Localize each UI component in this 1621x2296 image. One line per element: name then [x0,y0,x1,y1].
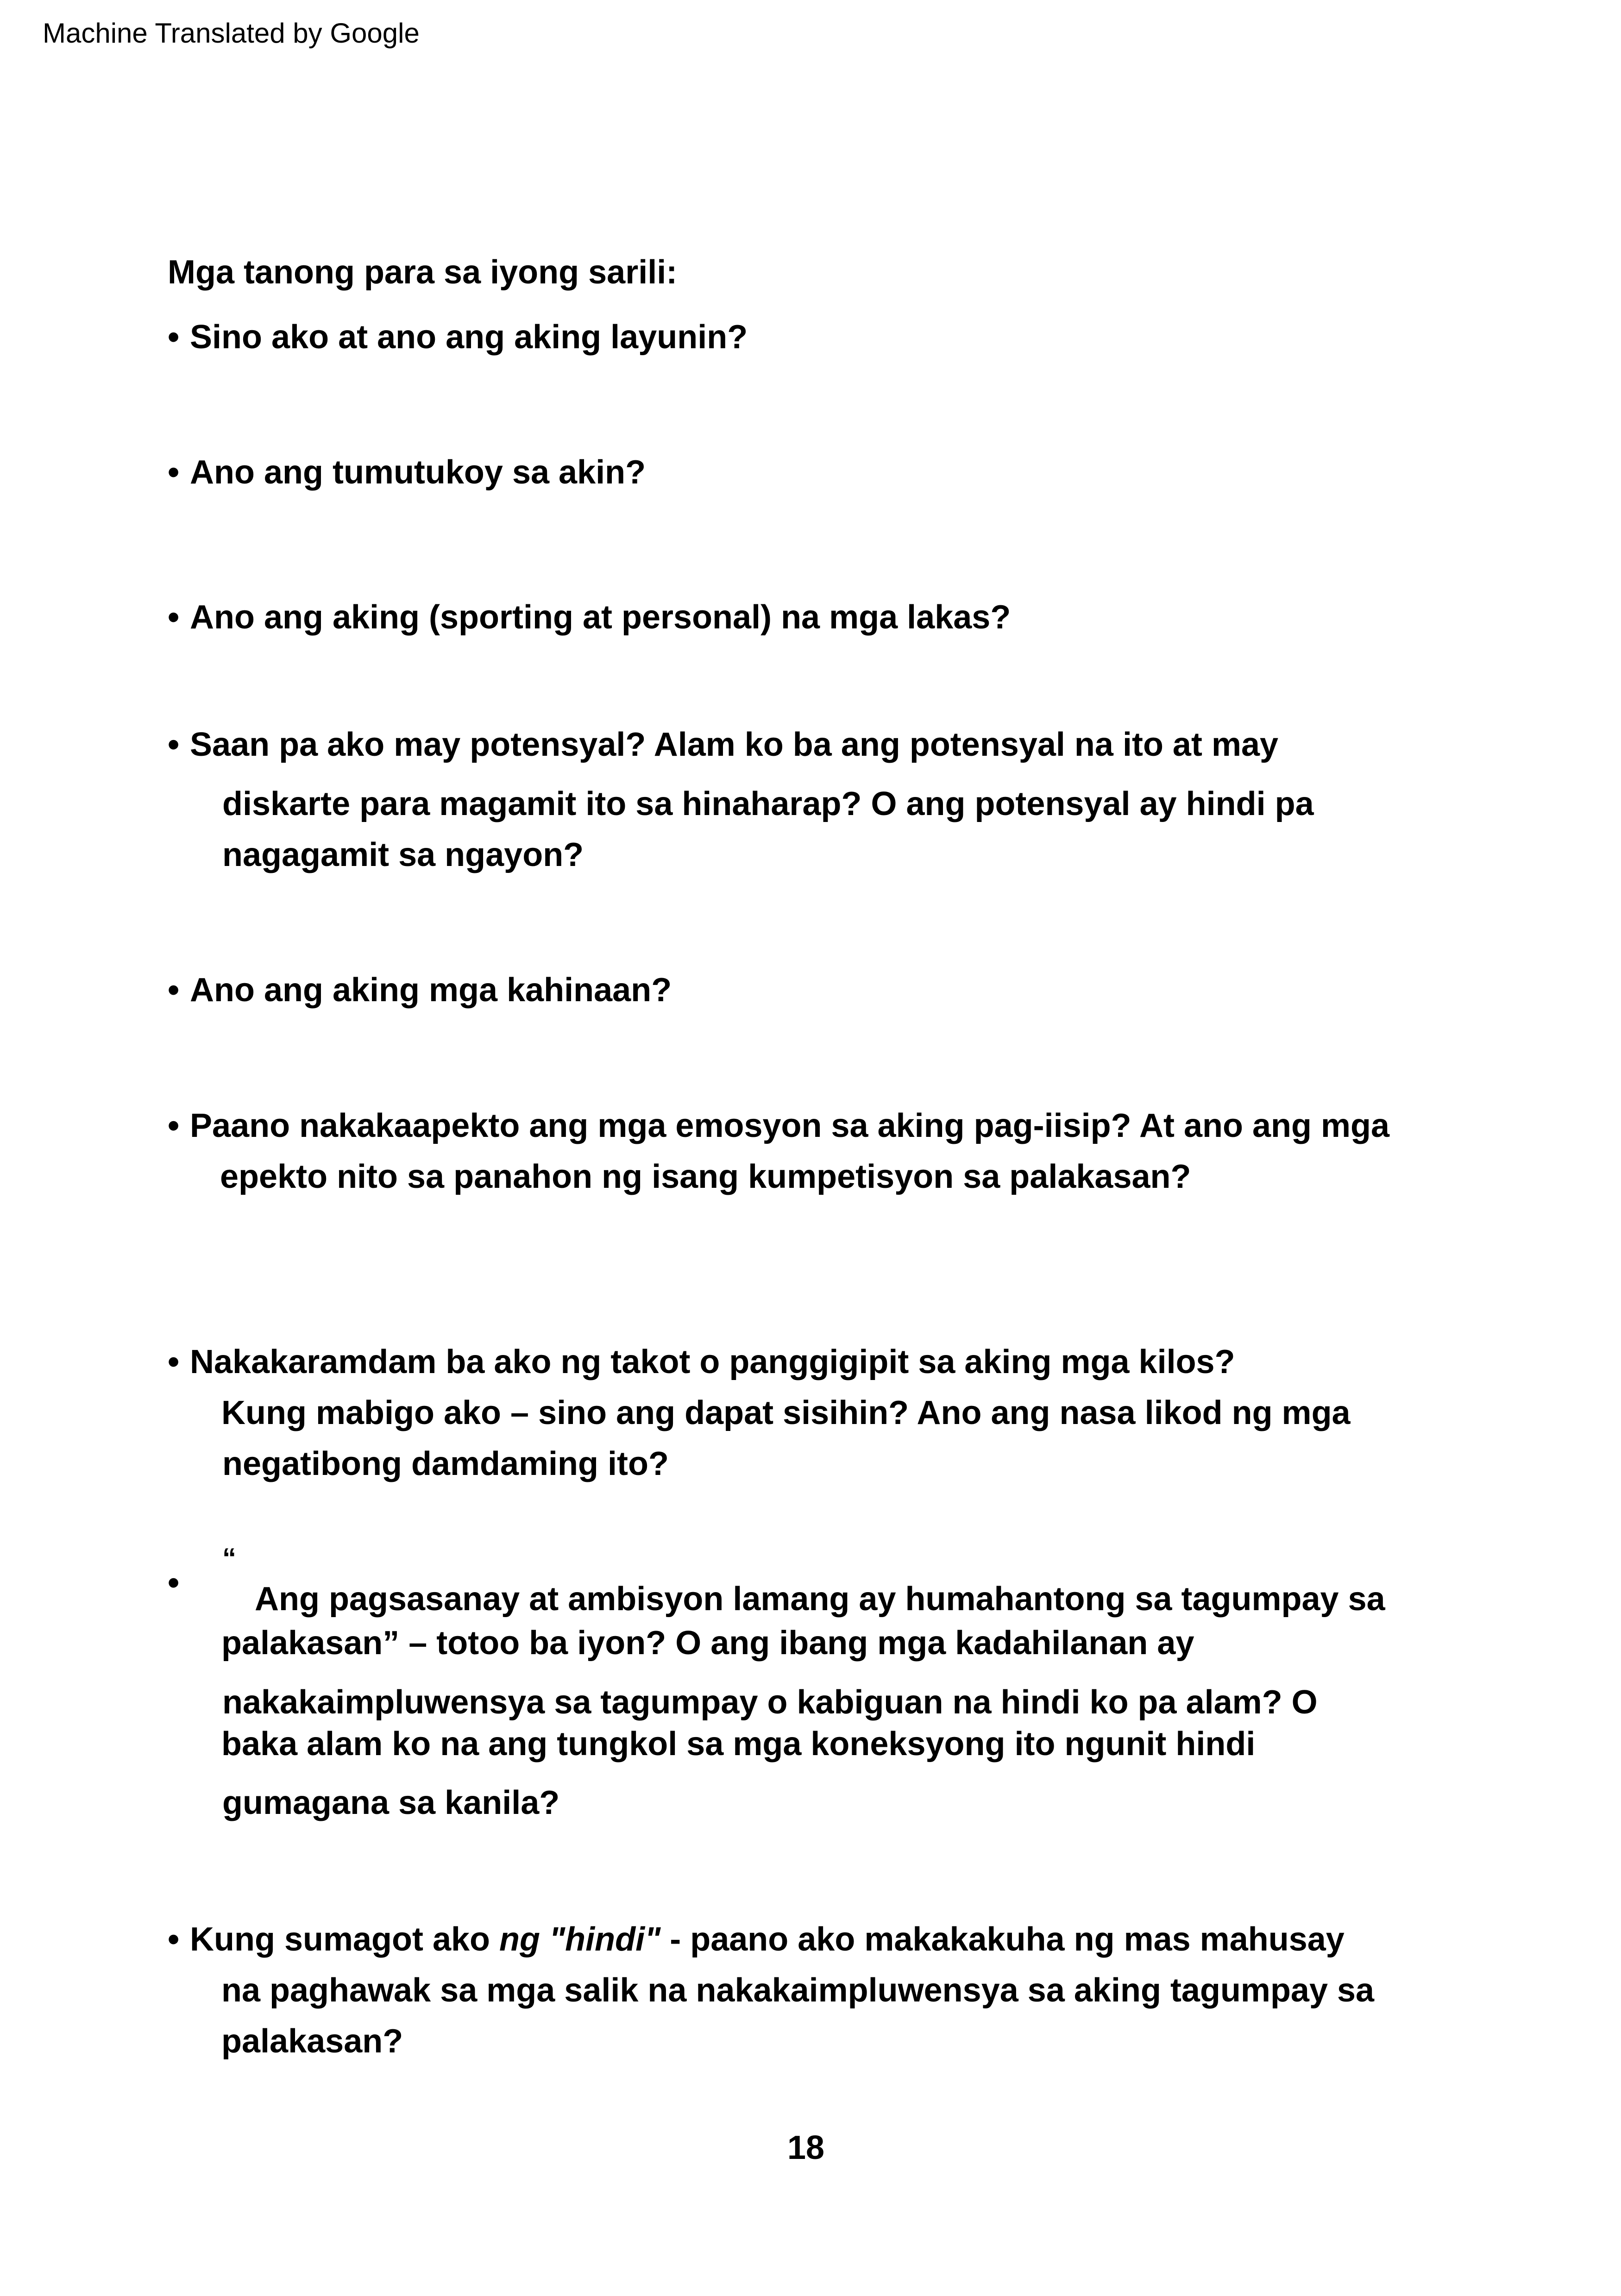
bullet-icon: • [168,1564,180,1601]
question-9-line-2: na paghawak sa mga salik na nakakaimpluwensya sa aking tagumpay sa [221,1972,1375,2009]
question-4-line-3: nagagamit sa ngayon? [222,836,584,873]
question-7-line-1: Nakakaramdam ba ako ng takot o panggigipit sa aking mga kilos? [190,1343,1235,1380]
question-5-line-1: Ano ang aking mga kahinaan? [190,972,672,1009]
question-8-line-2: palakasan” – totoo ba iyon? O ang ibang mga kadahilanan ay [221,1625,1194,1662]
question-2-line-1: Ano ang tumutukoy sa akin? [190,454,646,491]
question-9-line-3: palakasan? [221,2023,403,2060]
question-9-line-1 [190,1920,1345,1959]
machine-translation-label: Machine Translated by Google [43,18,420,49]
bullet-icon: • [168,599,180,636]
question-8-line-4: baka alam ko na ang tungkol sa mga koneksyong ito ngunit hindi [221,1725,1256,1763]
bullet-icon: • [168,1343,180,1380]
bullet-icon: • [168,454,180,491]
question-6-line-2: epekto nito sa panahon ng isang kumpetisyon sa palakasan? [220,1158,1191,1195]
question-3-line-1: Ano ang aking (sporting at personal) na mga lakas? [190,599,1011,636]
question-4-line-2: diskarte para magamit ito sa hinaharap? O ang potensyal ay hindi pa [222,785,1314,822]
page-heading: Mga tanong para sa iyong sarili: [168,254,678,291]
question-8-line-3: nakakaimpluwensya sa tagumpay o kabiguan na hindi ko pa alam? O [222,1684,1318,1721]
question-8-line-5: gumagana sa kanila? [222,1784,560,1821]
bullet-icon: • [168,1107,180,1144]
bullet-icon: • [168,319,180,356]
question-9-italic: ng "hindi" [499,1921,661,1958]
bullet-icon: • [168,1921,180,1958]
question-9-suffix: - paano ako makakakuha ng mas mahusay [660,1921,1345,1958]
bullet-icon: • [168,726,180,763]
question-7-line-2: Kung mabigo ako – sino ang dapat sisihin? Ano ang nasa likod ng mga [221,1394,1351,1431]
bullet-icon: • [168,972,180,1009]
question-7-line-3: negatibong damdaming ito? [222,1445,669,1482]
question-6-line-1: Paano nakakaapekto ang mga emosyon sa aking pag-iisip? At ano ang mga [190,1107,1389,1144]
page-number: 18 [787,2129,825,2166]
question-1-line-1: Sino ako at ano ang aking layunin? [190,319,748,356]
open-quote-mark: “ [222,1543,236,1574]
question-8-line-1: Ang pagsasanay at ambisyon lamang ay humahantong sa tagumpay sa [255,1581,1385,1618]
question-4-line-1: Saan pa ako may potensyal? Alam ko ba ang potensyal na ito at may [190,726,1279,763]
question-9-prefix: Kung sumagot ako [190,1921,500,1958]
